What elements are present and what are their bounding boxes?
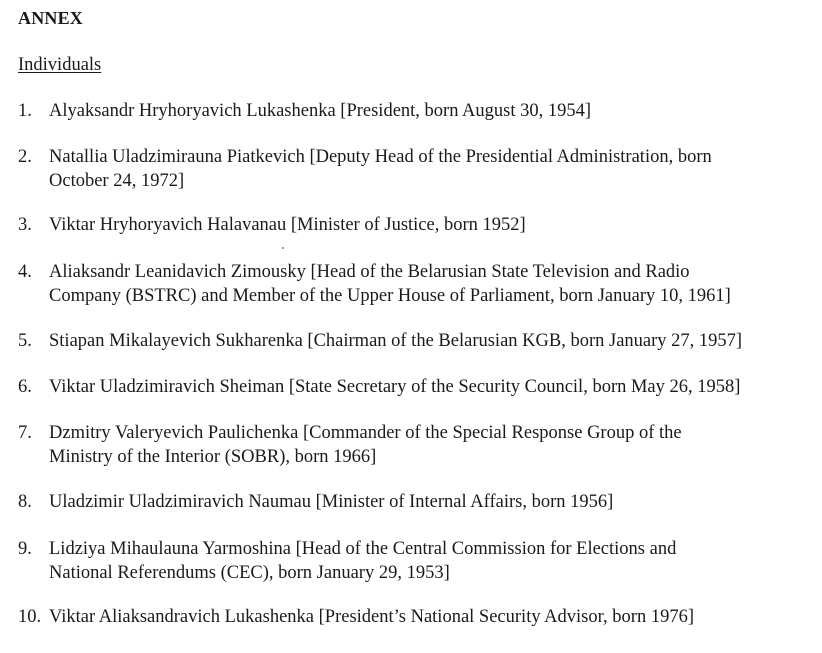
annex-heading: ANNEX [18, 8, 84, 28]
individuals-subheading: Individuals [18, 55, 102, 75]
item-text: Natallia Uladzimirauna Piatkevich [Deputy Head of the Presidential Administration, born October 24, 1972] [49, 147, 712, 191]
item-text: Alyaksandr Hryhoryavich Lukashenka [President, born August 30, 1954] [49, 101, 592, 121]
item-text: Dzmitry Valeryevich Paulichenka [Commander of the Special Response Group of the Ministry of the Interior (SOBR), born 1966] [49, 423, 682, 467]
item-text: Aliaksandr Leanidavich Zimousky [Head of the Belarusian State Television and Radio Company (BSTRC) and Member of the Upper House of Parliament, born January 10, 1961] [49, 262, 731, 306]
list-item [18, 490, 813, 514]
item-text: Viktar Aliaksandravich Lukashenka [President’s National Security Advisor, born 1976] [49, 607, 694, 627]
item-text: Lidziya Mihaulauna Yarmoshina [Head of the Central Commission for Elections and National Referendums (CEC), born January 29, 1953] [49, 539, 677, 583]
item-number: 8. [18, 492, 32, 512]
list-item [18, 145, 813, 193]
item-number: 5. [18, 331, 32, 351]
item-text: Viktar Hryhoryavich Halavanau [Minister of Justice, born 1952] [49, 215, 526, 235]
scan-speck [282, 247, 284, 249]
item-text: Viktar Uladzimiravich Sheiman [State Secretary of the Security Council, born May 26, 1958] [49, 377, 741, 397]
list-item [18, 260, 813, 308]
item-number: 9. [18, 539, 32, 559]
list-item [18, 537, 813, 585]
item-number: 1. [18, 101, 32, 121]
list-item [18, 99, 813, 123]
list-item [18, 421, 813, 469]
list-item [18, 213, 813, 237]
list-item [18, 375, 813, 399]
list-item [18, 329, 813, 353]
list-item [18, 605, 813, 629]
item-number: 2. [18, 147, 32, 167]
item-number: 10. [18, 607, 42, 627]
item-number: 3. [18, 215, 32, 235]
item-number: 6. [18, 377, 32, 397]
item-text: Uladzimir Uladzimiravich Naumau [Minister of Internal Affairs, born 1956] [49, 492, 614, 512]
item-number: 4. [18, 262, 32, 282]
item-text: Stiapan Mikalayevich Sukharenka [Chairman of the Belarusian KGB, born January 27, 1957] [49, 331, 743, 351]
item-number: 7. [18, 423, 32, 443]
